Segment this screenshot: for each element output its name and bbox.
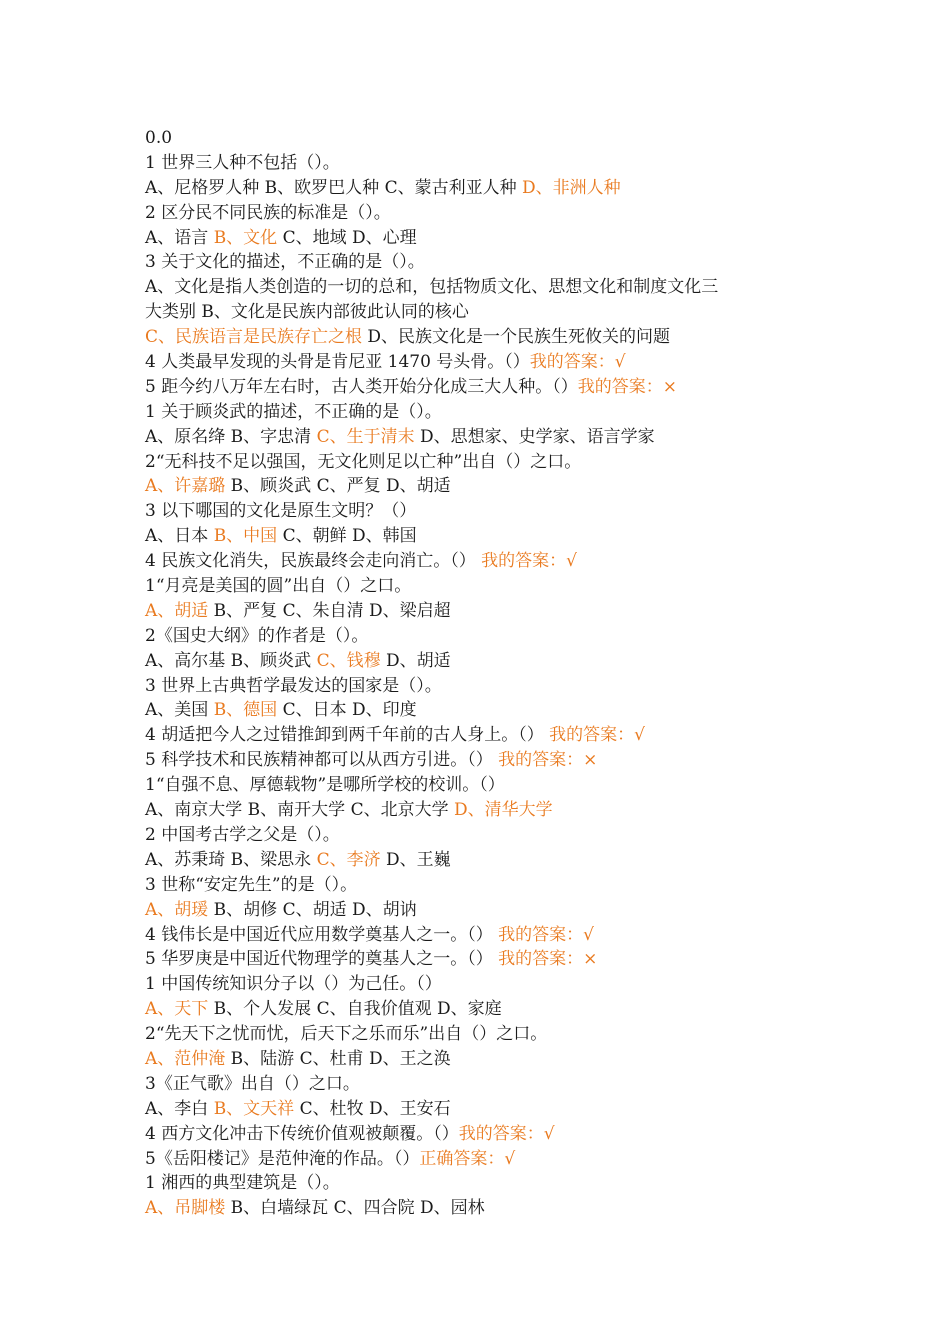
text-segment: B、个人发展 C、自我价值观 D、家庭 [208,999,502,1020]
text-line [145,400,815,425]
answer-highlight: A、胡瑗 [145,899,209,920]
text-segment: A、美国 [145,700,214,721]
text-line [145,425,815,450]
text-segment: A、高尔基 B、顾炎武 [145,650,317,671]
text-segment: 5 距今约八万年左右时，古人类开始分化成三大人种。（） [145,376,578,397]
text-line [145,176,815,201]
answer-highlight: A、范仲淹 [145,1048,226,1069]
text-segment: B、陆游 C、杜甫 D、王之涣 [225,1048,451,1069]
text-line [145,350,815,375]
answer-highlight: A、天下 [145,999,209,1020]
text-line [145,226,815,251]
answer-highlight: A、胡适 [145,600,209,621]
document-body [145,126,815,1221]
text-line [145,524,815,549]
text-segment: C、地域 D、心理 [277,227,417,248]
answer-highlight: C、民族语言是民族存亡之根 [145,327,363,348]
text-line [145,972,815,997]
text-segment: B、严复 C、朱自清 D、梁启超 [208,600,451,621]
answer-highlight: C、钱穆 [316,650,381,671]
text-line [145,1196,815,1221]
answer-highlight: B、中国 [213,526,278,547]
text-segment: A、苏秉琦 B、梁思永 [145,849,317,870]
text-line [145,599,815,624]
text-segment: 4 胡适把今人之过错推卸到两千年前的古人身上。（） [145,725,550,746]
text-segment: C、杜牧 D、王安石 [294,1098,451,1119]
text-segment: 0.0 [145,128,173,148]
text-line [145,773,815,798]
answer-highlight: 我的答案：√ [549,725,645,746]
text-segment: 3《正气歌》出自（）之口。 [145,1073,360,1094]
text-segment: 3 关于文化的描述，不正确的是（）。 [145,252,425,273]
text-segment: 1“月亮是美国的圆”出自（）之口。 [145,576,412,597]
text-segment: 4 西方文化冲击下传统价值观被颠覆。（） [145,1123,459,1144]
answer-highlight: A、吊脚楼 [145,1198,226,1219]
answer-highlight: 我的答案：× [577,376,677,397]
text-segment: 1“自强不息、厚德载物”是哪所学校的校训。（） [145,775,505,796]
text-segment: 2 中国考古学之父是（）。 [145,824,340,845]
text-line [145,201,815,226]
text-segment: A、日本 [145,526,214,547]
text-segment: D、胡适 [380,650,451,671]
text-segment: 1 世界三人种不包括（）。 [145,152,340,173]
text-line [145,674,815,699]
text-segment: 5 华罗庚是中国近代物理学的奠基人之一。（） [145,949,499,970]
text-line [145,723,815,748]
text-line [145,1171,815,1196]
answer-highlight: B、文化 [213,227,278,248]
text-line [145,1072,815,1097]
text-segment: 3 以下哪国的文化是原生文明？（） [145,501,417,522]
text-line [145,474,815,499]
text-segment: 2《国史大纲》的作者是（）。 [145,625,369,646]
answer-highlight: 我的答案：× [498,750,598,771]
text-line [145,549,815,574]
text-line [145,798,815,823]
text-line [145,1022,815,1047]
answer-highlight: C、李济 [316,849,381,870]
text-line [145,997,815,1022]
text-line [145,1147,815,1172]
text-line [145,300,815,325]
text-segment: 1 关于顾炎武的描述，不正确的是（）。 [145,401,442,422]
text-line [145,574,815,599]
text-line [145,947,815,972]
text-line [145,126,815,151]
text-line [145,275,815,300]
text-line [145,151,815,176]
text-segment: 5《岳阳楼记》是范仲淹的作品。（） [145,1148,420,1169]
text-line [145,499,815,524]
text-line [145,848,815,873]
text-line [145,1122,815,1147]
text-line [145,923,815,948]
answer-highlight: C、生于清末 [316,426,415,447]
text-segment: A、原名绛 B、字忠清 [145,426,317,447]
text-line [145,898,815,923]
text-segment: B、胡修 C、胡适 D、胡讷 [208,899,417,920]
text-segment: A、尼格罗人种 B、欧罗巴人种 C、蒙古利亚人种 [145,177,522,198]
text-segment: A、语言 [145,227,214,248]
text-segment: 2“无科技不足以强国，无文化则足以亡种”出自（）之口。 [145,451,582,472]
text-line [145,450,815,475]
text-line [145,748,815,773]
text-line [145,873,815,898]
text-line [145,1097,815,1122]
answer-highlight: 正确答案：√ [419,1148,516,1169]
answer-highlight: 我的答案：√ [458,1123,555,1144]
text-segment: 1 中国传统知识分子以（）为己任。（） [145,974,442,995]
text-segment: 2 区分民不同民族的标准是（）。 [145,202,391,223]
text-segment: 4 民族文化消失，民族最终会走向消亡。（） [145,551,482,572]
text-segment: C、日本 D、印度 [277,700,417,721]
text-line [145,1047,815,1072]
answer-highlight: A、许嘉璐 [145,476,226,497]
text-segment: 5 科学技术和民族精神都可以从西方引进。（） [145,750,499,771]
text-segment: 大类别 B、文化是民族内部彼此认同的核心 [145,302,469,323]
text-line [145,649,815,674]
text-segment: D、民族文化是一个民族生死攸关的问题 [362,327,671,348]
text-segment: 4 钱伟长是中国近代应用数学奠基人之一。（） [145,924,499,945]
text-segment: 3 世称“安定先生”的是（）。 [145,874,358,895]
text-segment: B、白墙绿瓦 C、四合院 D、园林 [225,1198,485,1219]
text-segment: 3 世界上古典哲学最发达的国家是（）。 [145,675,442,696]
answer-highlight: 我的答案：√ [498,924,594,945]
text-segment: 1 湘西的典型建筑是（）。 [145,1173,340,1194]
text-segment: A、南京大学 B、南开大学 C、北京大学 [145,800,454,821]
answer-highlight: 我的答案：× [498,949,598,970]
text-line [145,375,815,400]
text-line [145,325,815,350]
text-segment: A、文化是指人类创造的一切的总和，包括物质文化、思想文化和制度文化三 [145,277,719,298]
text-segment: D、思想家、史学家、语言学家 [414,426,655,447]
answer-highlight: 我的答案：√ [529,352,626,373]
text-segment: 2“先天下之忧而忧，后天下之乐而乐”出自（）之口。 [145,1024,548,1045]
answer-highlight: B、德国 [213,700,278,721]
text-line [145,624,815,649]
text-segment: 4 人类最早发现的头骨是肯尼亚 1470 号头骨。（） [145,352,530,373]
text-segment: D、王巍 [380,849,451,870]
text-segment: B、顾炎武 C、严复 D、胡适 [225,476,451,497]
text-line [145,698,815,723]
answer-highlight: B、文天祥 [213,1098,295,1119]
answer-highlight: 我的答案：√ [481,551,577,572]
answer-highlight: D、清华大学 [454,800,553,821]
text-segment: C、朝鲜 D、韩国 [277,526,417,547]
text-segment: A、李白 [145,1098,214,1119]
text-line [145,250,815,275]
text-line [145,823,815,848]
answer-highlight: D、非洲人种 [522,177,621,198]
